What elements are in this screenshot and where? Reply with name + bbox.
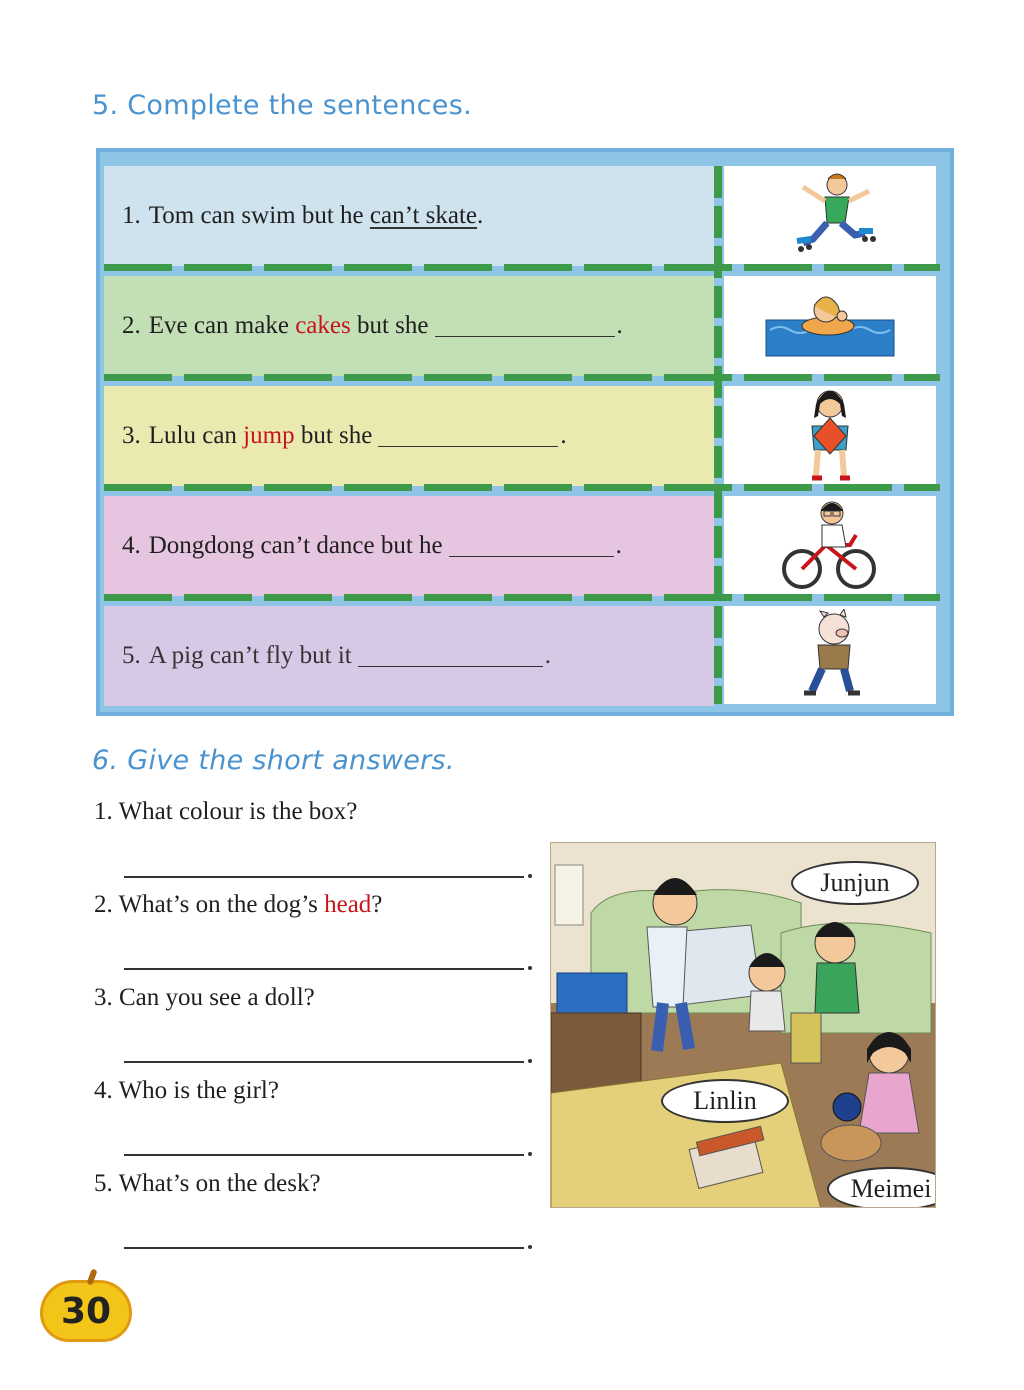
sentence-row-1: 1. Tom can swim but he can’t skate . [104,166,714,266]
sentence-row-4: 4. Dongdong can’t dance but he . [104,496,714,596]
row-divider [104,264,940,271]
apple-stem-icon [86,1268,97,1285]
question-3: 3. Can you see a doll? [94,984,315,1011]
question-5: 5. What’s on the desk? [94,1170,321,1197]
answer-line-5[interactable] [124,1247,524,1249]
label-junjun: Junjun [791,861,919,905]
highlighted-word: cakes [295,312,351,339]
question-1: 1. What colour is the box? [94,798,358,825]
section-6-heading: 6. Give the short answers. [92,745,455,776]
answer-blank[interactable] [378,425,558,447]
answer-blank[interactable] [449,535,614,557]
answer-line-2[interactable] [124,968,524,970]
sentence-row-2: 2. Eve can make cakes but she . [104,276,714,376]
row-divider [104,594,940,601]
row-divider [104,374,940,381]
label-meimei: Meimei [827,1167,936,1208]
girl-with-kite-picture [724,386,936,484]
highlighted-word: head [324,891,372,918]
answer-blank[interactable] [358,645,543,667]
girl-in-water-picture [724,276,936,374]
label-linlin: Linlin [661,1079,789,1123]
boy-rollerskating-picture [724,166,936,264]
living-room-picture [550,842,936,1208]
sentence-row-5: 5. A pig can’t fly but it . [104,606,714,706]
row-number: 1. [122,202,141,229]
sentence-table [96,148,954,716]
section-5-heading: 5. Complete the sentences. [92,90,472,121]
question-4: 4. Who is the girl? [94,1077,279,1104]
column-divider [714,166,722,704]
page-number-badge [40,1280,132,1342]
answer-line-4[interactable] [124,1154,524,1156]
pig-walking-picture [724,606,936,704]
sentence-text: Tom can swim but he [148,202,364,229]
highlighted-word: jump [243,422,295,449]
boy-on-bicycle-picture [724,496,936,594]
sentence-row-3: 3. Lulu can jump but she . [104,386,714,486]
example-answer: can’t skate [369,202,478,229]
answer-line-1[interactable] [124,876,524,878]
row-divider [104,484,940,491]
answer-blank[interactable] [435,315,615,337]
page-number: 30 [60,1290,112,1332]
answer-line-3[interactable] [124,1061,524,1063]
question-2: 2. What’s on the dog’s head? [94,891,383,918]
